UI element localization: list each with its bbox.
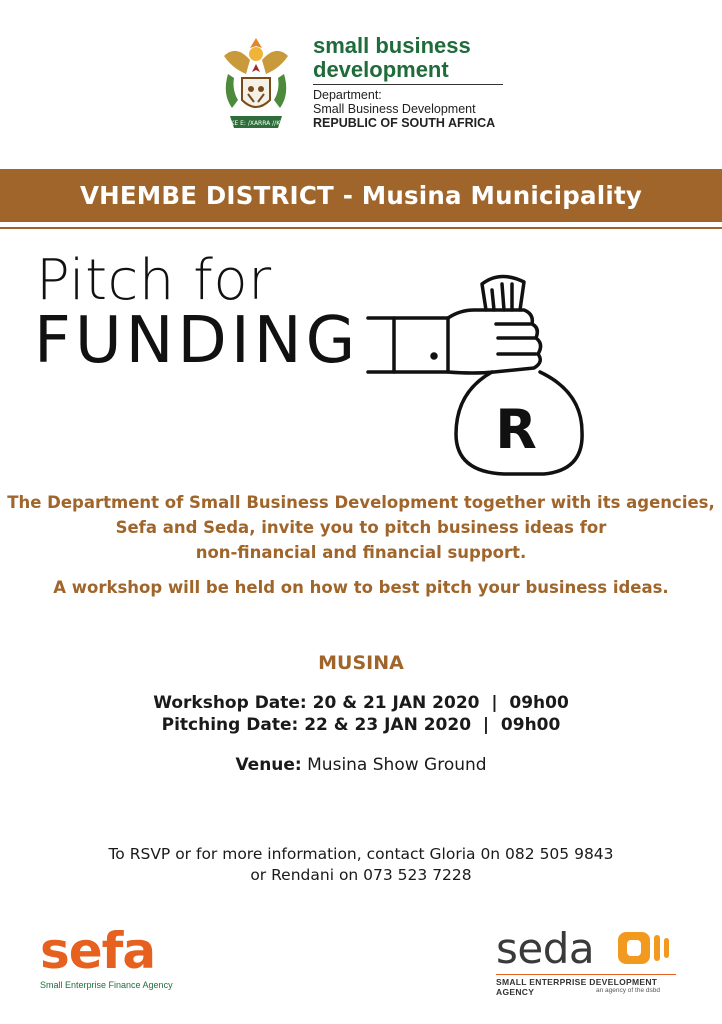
dept-country: REPUBLIC OF SOUTH AFRICA [313, 116, 496, 130]
coat-of-arms-icon [216, 34, 296, 140]
dept-label: Department: [313, 88, 382, 102]
headline-pitch-for: Pitch for [36, 248, 272, 313]
intro-text [0, 490, 722, 600]
event-town: MUSINA [318, 652, 404, 674]
svg-text:!KE E: /XARRA //KE: !KE E: /XARRA //KE [228, 120, 284, 127]
intro-line: Sefa and Seda, invite you to pitch business ideas for [115, 518, 607, 537]
bag-rand-symbol: R [495, 398, 537, 461]
intro-line: non-financial and financial support. [195, 543, 527, 562]
sefa-tagline: Small Enterprise Finance Agency [40, 980, 173, 990]
workshop-note: A workshop will be held on how to best pitch your business ideas. [53, 578, 669, 597]
hand-money-bag-icon [364, 262, 592, 490]
pitching-date: Pitching Date: 22 & 23 JAN 2020 | 09h00 [161, 715, 561, 735]
department-block [313, 88, 495, 130]
seda-agency-note: an agency of the dsbd [596, 987, 660, 994]
venue-value: Musina Show Ground [307, 755, 487, 775]
rsvp-line: or Rendani on 073 523 7228 [250, 866, 472, 884]
event-venue [0, 755, 722, 775]
seda-mark-icon [617, 931, 673, 965]
dsbd-title-line2: development [313, 57, 449, 82]
dept-name: Small Business Development [313, 102, 476, 116]
banner-underline [0, 227, 722, 229]
dsbd-title [313, 34, 513, 82]
rsvp-info [0, 844, 722, 886]
intro-line: The Department of Small Business Development together with its agencies, [7, 493, 715, 512]
venue-label: Venue: [235, 755, 302, 775]
seda-logo: seda [496, 924, 595, 973]
dsbd-title-line1: small business [313, 33, 471, 58]
header-divider [313, 84, 503, 85]
workshop-date: Workshop Date: 20 & 21 JAN 2020 | 09h00 [153, 693, 569, 713]
seda-tagline: SMALL ENTERPRISE DEVELOPMENT AGENCY [496, 974, 676, 997]
headline-funding: FUNDING [34, 304, 360, 378]
event-dates [0, 692, 722, 736]
district-banner-text: VHEMBE DISTRICT - Musina Municipality [79, 181, 643, 210]
district-banner [0, 169, 722, 222]
sefa-logo: sefa [40, 922, 156, 980]
rsvp-line: To RSVP or for more information, contact Gloria 0n 082 505 9843 [108, 845, 614, 863]
